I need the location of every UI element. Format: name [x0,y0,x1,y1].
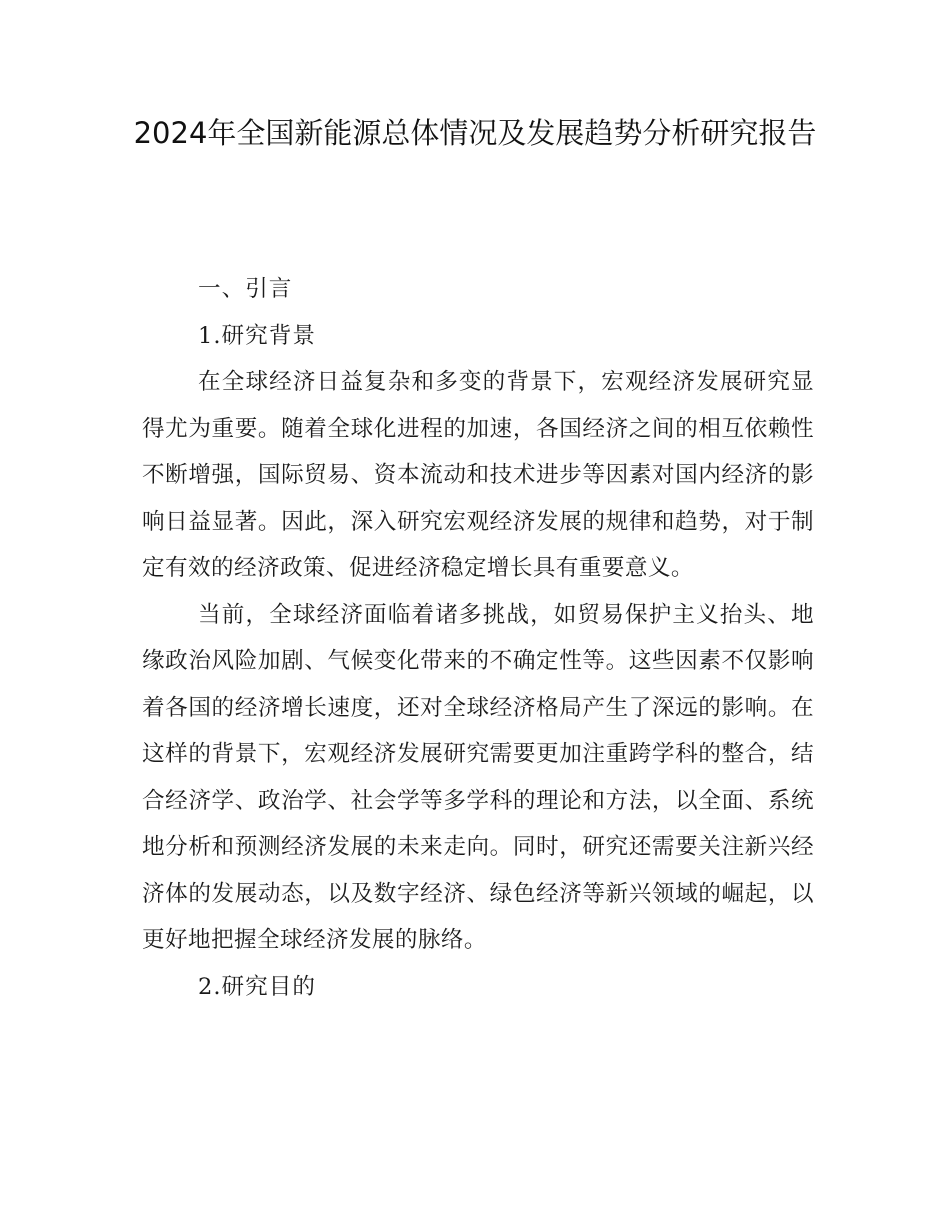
subsection-heading-research-background: 1.研究背景 [198,322,316,349]
paragraph-background-2: 当前，全球经济面临着诸多挑战，如贸易保护主义抬头、地缘政治风险加剧、气候变化带来的不确定性等。这些因素不仅影响着各国的经济增长速度，还对全球经济格局产生了深远的影响。在这样的背景下，宏观经济发展研究需要更加注重跨学科的整合，结合经济学、政治学、社会学等多学科的理论和方法，以全面、系统地分析和预测经济发展的未来走向。同时，研究还需要关注新兴经济体的发展动态，以及数字经济、绿色经济等新兴领域的崛起，以更好地把握全球经济发展的脉络。 [142,601,814,953]
document-body [142,266,814,1010]
paragraph-background-1: 在全球经济日益复杂和多变的背景下，宏观经济发展研究显得尤为重要。随着全球化进程的加速，各国经济之间的相互依赖性不断增强，国际贸易、资本流动和技术进步等因素对国内经济的影响日益显著。因此，深入研究宏观经济发展的规律和趋势，对于制定有效的经济政策、促进经济稳定增长具有重要意义。 [142,369,814,581]
section-heading-introduction: 一、引言 [198,276,293,302]
subsection-heading-research-purpose: 2.研究目的 [198,973,316,1000]
document-title: 2024年全国新能源总体情况及发展趋势分析研究报告 [133,116,817,150]
